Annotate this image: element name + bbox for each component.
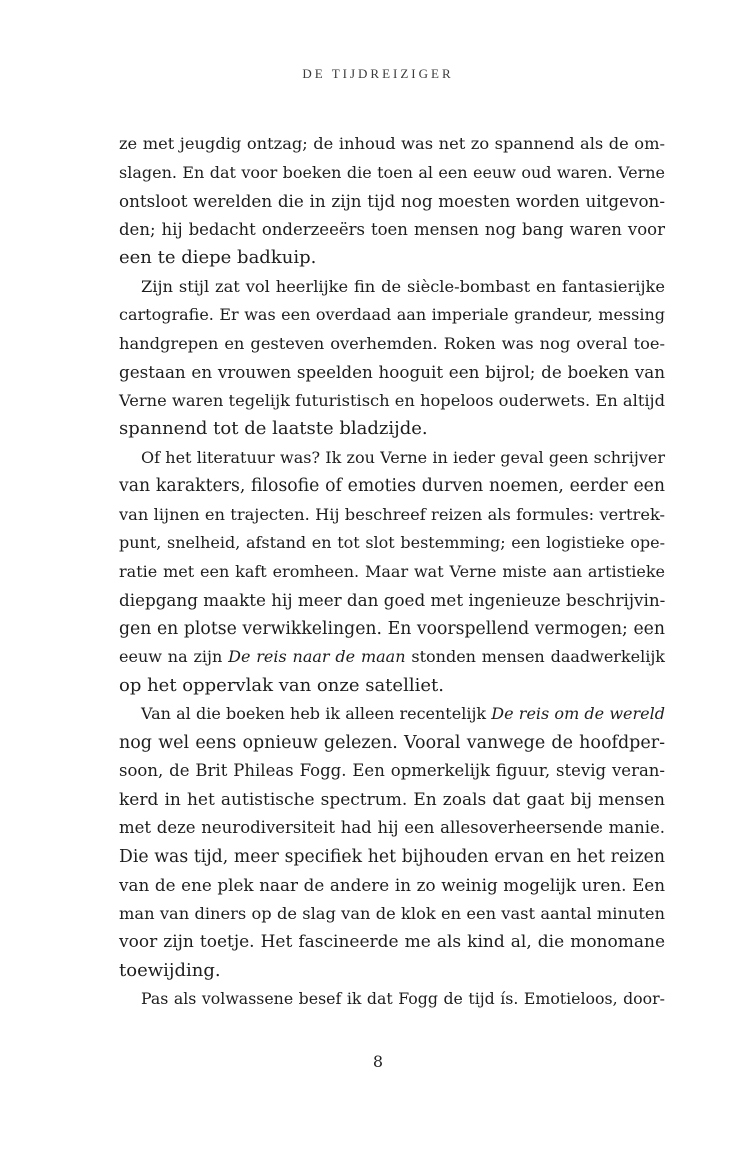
running-title: DE TIJDREIZIGER <box>302 66 454 81</box>
text-line: slagen. En dat voor boeken die toen al een eeuw oud waren. Verne <box>119 162 665 182</box>
book-title-italic: De reis om de wereld <box>491 704 665 723</box>
text-line: Die was tijd, meer specifiek het bijhouden ervan en het reizen <box>119 846 665 867</box>
text-segment: Van al die boeken heb ik alleen recentelijk <box>141 704 492 723</box>
text-line: ratie met een kaft eromheen. Maar wat Verne miste aan artistieke <box>119 561 665 581</box>
text-line <box>119 700 665 729</box>
book-title-italic: De reis naar de maan <box>228 647 406 666</box>
text-line: den; hij bedacht onderzeeërs toen mensen nog bang waren voor <box>119 219 665 239</box>
text-line: gen en plotse verwikkelingen. En voorspellend vermogen; een <box>119 618 665 639</box>
paragraph <box>119 700 665 985</box>
body-text <box>119 130 665 1014</box>
text-line: punt, snelheid, afstand en tot slot bestemming; een logistieke ope- <box>119 533 665 552</box>
text-line: van karakters, filosofie of emoties durven noemen, eerder een <box>119 476 665 496</box>
text-line: toewijding. <box>119 959 221 981</box>
text-line: nog wel eens opnieuw gelezen. Vooral vanwege de hoofdper- <box>119 732 665 753</box>
text-line: Verne waren tegelijk futuristisch en hopeloos ouderwets. En altijd <box>119 390 665 410</box>
text-line: van lijnen en trajecten. Hij beschreef reizen als formules: vertrek- <box>119 504 665 524</box>
text-line <box>119 643 665 672</box>
text-line: van de ene plek naar de andere in zo weinig mogelijk uren. Een <box>119 875 665 895</box>
text-line: een te diepe badkuip. <box>119 247 317 268</box>
paragraph <box>119 130 665 273</box>
text-line: op het oppervlak van onze satelliet. <box>119 674 444 696</box>
text-line: voor zijn toetje. Het fascineerde me als kind al, die monomane <box>119 932 665 952</box>
text-line: spannend tot de laatste bladzijde. <box>119 418 428 439</box>
text-line: Pas als volwassene besef ik dat Fogg de tijd ís. Emotieloos, door- <box>141 989 665 1008</box>
text-line: cartografie. Er was een overdaad aan imperiale grandeur, messing <box>119 305 665 324</box>
text-segment: eeuw na zijn <box>119 647 229 666</box>
text-line: met deze neurodiversiteit had hij een allesoverheersende manie. <box>119 818 665 837</box>
text-line: Of het literatuur was? Ik zou Verne in ieder geval geen schrijver <box>141 447 665 467</box>
page-number: 8 <box>372 1052 384 1071</box>
text-line: ontsloot werelden die in zijn tijd nog moesten worden uitgevon- <box>119 191 665 211</box>
text-line: soon, de Brit Phileas Fogg. Een opmerkelijk figuur, stevig veran- <box>119 761 665 780</box>
text-line: handgrepen en gesteven overhemden. Roken was nog overal toe- <box>119 333 665 353</box>
text-line: Zijn stijl zat vol heerlijke fin de siècle-bombast en fantasierijke <box>141 276 665 296</box>
text-line: kerd in het autistische spectrum. En zoals dat gaat bij mensen <box>119 789 665 810</box>
paragraph <box>119 444 665 701</box>
text-segment: stonden mensen daadwerkelijk <box>405 647 666 666</box>
text-line: gestaan en vrouwen speelden hooguit een bijrol; de boeken van <box>119 362 665 382</box>
paragraph <box>119 273 665 444</box>
text-line: man van diners op de slag van de klok en een vast aantal minuten <box>119 903 665 923</box>
text-line: diepgang maakte hij meer dan goed met ingenieuze beschrijvin- <box>119 590 666 610</box>
paragraph <box>119 985 665 1014</box>
text-line: ze met jeugdig ontzag; de inhoud was net zo spannend als de om- <box>119 134 665 153</box>
